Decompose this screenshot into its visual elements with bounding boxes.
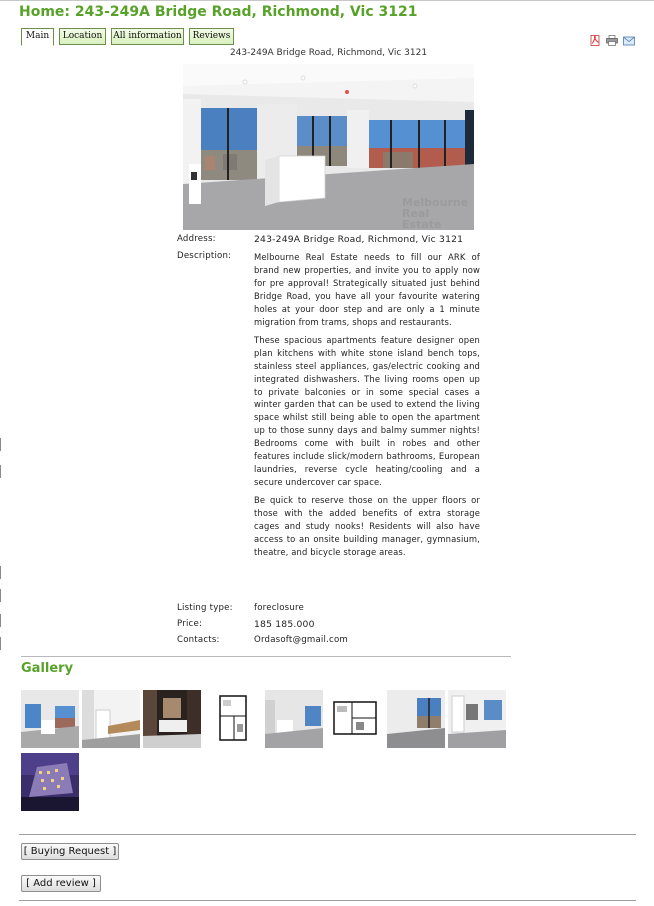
address-label: Address: — [177, 234, 216, 244]
divider — [19, 900, 636, 901]
divider — [21, 656, 511, 657]
contacts-label: Contacts: — [177, 635, 220, 645]
tab-reviews[interactable]: Reviews — [189, 28, 234, 45]
description-text — [254, 251, 480, 564]
main-photo[interactable] — [183, 64, 474, 230]
buying-request-button[interactable]: [ Buying Request ] — [21, 843, 119, 860]
tab-all-information[interactable]: All information — [111, 28, 184, 45]
watermark-line-1: Melbourne — [402, 196, 469, 209]
address-value: 243-249A Bridge Road, Richmond, Vic 3121 — [254, 234, 464, 245]
contacts-value: Ordasoft@gmail.com — [254, 635, 348, 645]
gallery-thumbnail-interior-window[interactable] — [21, 690, 79, 748]
top-border — [0, 0, 654, 1]
page-title: Home: 243-249A Bridge Road, Richmond, Vic 3121 — [19, 4, 418, 20]
gallery-thumbnail-bathroom[interactable] — [143, 690, 201, 748]
tab-main[interactable]: Main — [21, 28, 54, 46]
pdf-icon[interactable] — [590, 31, 601, 42]
description-paragraph: These spacious apartments feature designer open plan kitchens with white stone island bench tops, stainless steel appliances, gas/electric cooking and integrated dishwashers. The living rooms open up to private balconies or in some special cases a winter garden that can be used to extend the living space whilst still being able to open the apartment up to those sunny days and balmy summer nights! Bedrooms come with built in robes and other features include slick/modern bathrooms, European laundries, reverse cycle heating/cooling and a secure undercover car space. — [254, 334, 480, 488]
listing-type-value: foreclosure — [254, 603, 305, 613]
gallery-thumbnail-building-night[interactable] — [21, 753, 79, 811]
gallery-title: Gallery — [21, 661, 74, 676]
watermark-line-3: Estate — [402, 218, 442, 230]
description-label: Description: — [177, 251, 232, 261]
gallery-thumbnail-living-room[interactable] — [265, 690, 323, 748]
watermark-line-2: Real — [402, 207, 430, 220]
email-icon[interactable] — [623, 31, 634, 42]
price-label: Price: — [177, 619, 203, 629]
add-review-button[interactable]: [ Add review ] — [21, 875, 101, 892]
divider — [19, 834, 636, 835]
listing-type-label: Listing type: — [177, 603, 233, 613]
gallery-thumbnail-floor-plan-2[interactable] — [326, 690, 384, 748]
printer-icon[interactable] — [606, 31, 617, 42]
photo-caption: 243-249A Bridge Road, Richmond, Vic 3121 — [229, 48, 428, 58]
gallery-thumbnail-kitchen-appliances[interactable] — [448, 690, 506, 748]
gallery-thumbnail-kitchen-bench[interactable] — [82, 690, 140, 748]
price-value: 185 185.000 — [254, 619, 315, 630]
description-paragraph: Melbourne Real Estate needs to fill our ARK of brand new properties, and invite you to apply now for pre approval! Strategically situated just behind Bridge Road, you have all your favourite watering holes at your door step and are only a 1 minute migration from trams, shops and restaurants. — [254, 252, 480, 327]
gallery-thumbnail-floor-plan[interactable] — [204, 690, 262, 748]
description-paragraph: Be quick to reserve those on the upper floors or those with the added benefits of extra storage cages and study nooks! Residents will also have access to an onsite building manager, gymnasium, theatre, and bicycle storage areas. — [254, 495, 480, 557]
tab-location[interactable]: Location — [59, 28, 106, 45]
gallery-thumbnail-bedroom[interactable] — [387, 690, 445, 748]
